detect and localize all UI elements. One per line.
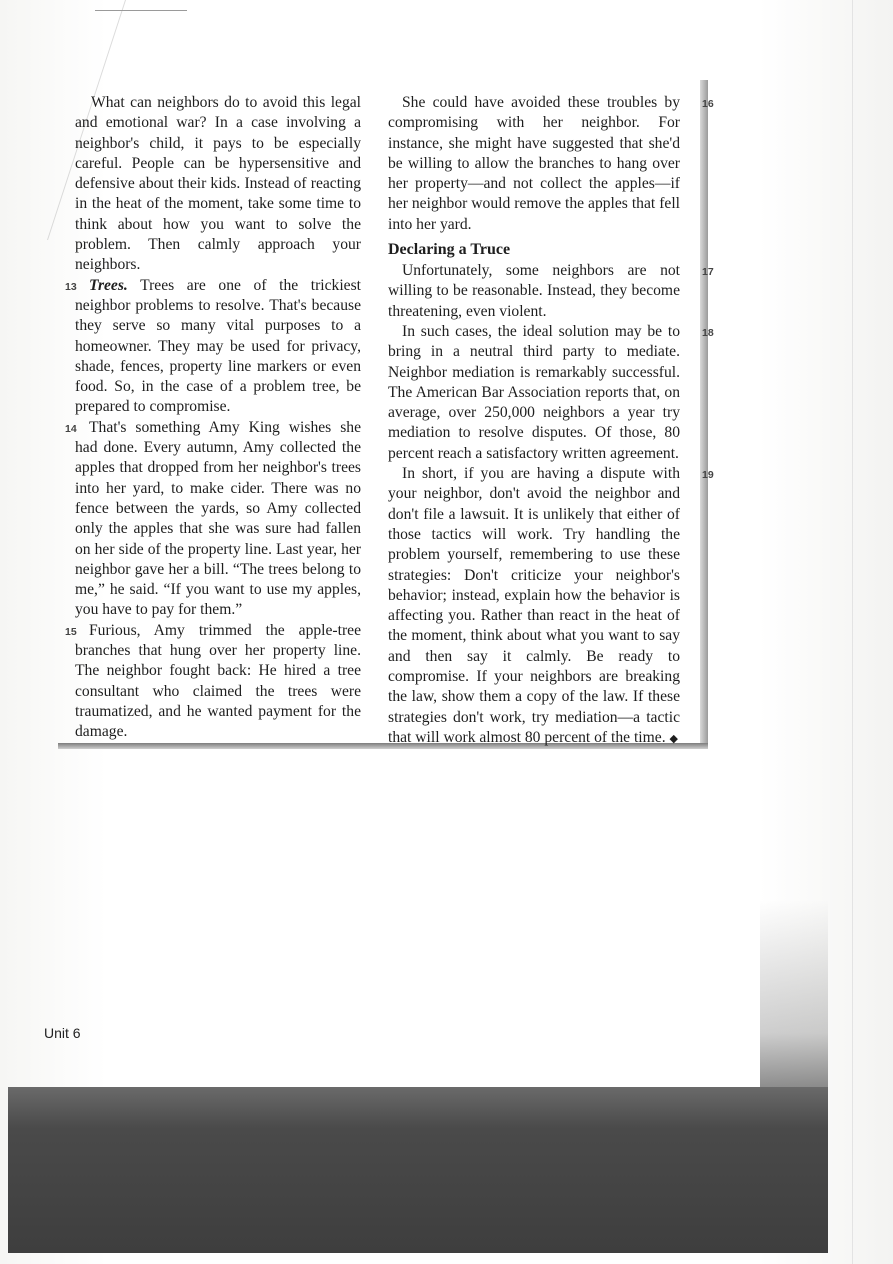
right-page-edge xyxy=(852,0,853,1264)
paragraph-number-18: 18 xyxy=(702,326,714,339)
left-column xyxy=(65,93,361,743)
paragraph-lead-trees: Trees. xyxy=(89,276,128,294)
paragraph-16 xyxy=(388,93,714,235)
paragraph-number-14: 14 xyxy=(65,422,77,435)
paragraph-number-15: 15 xyxy=(65,625,77,638)
fold-shadow xyxy=(760,900,828,1090)
panel-shadow-right xyxy=(700,80,708,748)
paragraph-text: Furious, Amy trimmed the apple-tree branches that hung over her property line. The neighbor fought back: He hired a tree consultant who claimed the trees were traumatized, and he wanted payment for the damage. xyxy=(75,621,361,741)
paragraph-19 xyxy=(388,464,714,749)
end-diamond-icon: ◆ xyxy=(669,732,678,745)
paragraph-text: She could have avoided these troubles by compromising with her neighbor. For instance, she might have suggested that she'd be willing to allow the branches to hang over her property—and not collect the apples—if her neighbor would remove the apples that fell into her yard. xyxy=(388,94,680,233)
paragraph-number-17: 17 xyxy=(702,266,714,279)
paragraph-text: Trees are one of the trickiest neighbor problems to resolve. That's because they serve so many vital purposes to a homeowner. They may be used for privacy, shade, fences, property line markers or even food. So, in the case of a problem tree, be prepared to compromise. xyxy=(75,276,361,416)
intro-paragraph: What can neighbors do to avoid this legal and emotional war? In a case involving a neighbor's child, it pays to be especially careful. People can be hypersensitive and defensive about their kids. Instead of reacting in the heat of the moment, take some time to think about how you want to solve the problem. Then calmly approach your neighbors. xyxy=(75,94,361,274)
paragraph-number-19: 19 xyxy=(702,469,714,482)
paragraph-14 xyxy=(65,418,361,621)
paragraph-text: In short, if you are having a dispute with your neighbor, don't avoid the neighbor and don't file a lawsuit. It is unlikely that either of those tactics will work. Try handling the problem yourself, remembering to use these strategies: Don't criticize your neighbor's behavior; instead, explain how the behavior is affecting you. Rather than react in the heat of the moment, think about what you want to say and then say it calmly. Be ready to compromise. If your neighbors are breaking the law, show them a copy of the law. If these strategies don't work, try mediation—a tactic that will work almost 80 percent of the time. xyxy=(388,465,680,746)
unit-label: Unit 6 xyxy=(44,1025,81,1041)
right-column xyxy=(388,93,714,749)
paragraph-number-16: 16 xyxy=(702,98,714,110)
paragraph-text: In such cases, the ideal solution may be to bring in a neutral third party to mediate. Neighbor mediation is remarkably successful. The American Bar Association reports that, on average, over 250,000 neighbors a year try mediation to resolve disputes. Of those, 80 percent reach a satisfactory written agreement. xyxy=(388,322,680,462)
paragraph-18 xyxy=(388,322,714,464)
scanner-dark-band xyxy=(8,1087,828,1253)
paragraph-17 xyxy=(388,261,714,322)
paragraph-text: Unfortunately, some neighbors are not willing to be reasonable. Instead, they become threatening, even violent. xyxy=(388,262,680,320)
paragraph-text: That's something Amy King wishes she had done. Every autumn, Amy collected the apples that dropped from her neighbor's trees into her yard, to make cider. There was no fence between the yards, so Amy collected only the apples that she was sure had fallen on her side of the property line. Last year, her neighbor gave her a bill. “The trees belong to me,” he said. “If you want to use my apples, you have to pay for them.” xyxy=(75,418,361,619)
paragraph-number-13: 13 xyxy=(65,280,77,293)
paragraph-13 xyxy=(65,276,361,418)
paragraph-15 xyxy=(65,621,361,743)
top-edge-line xyxy=(95,10,187,11)
section-heading: Declaring a Truce xyxy=(388,241,511,259)
